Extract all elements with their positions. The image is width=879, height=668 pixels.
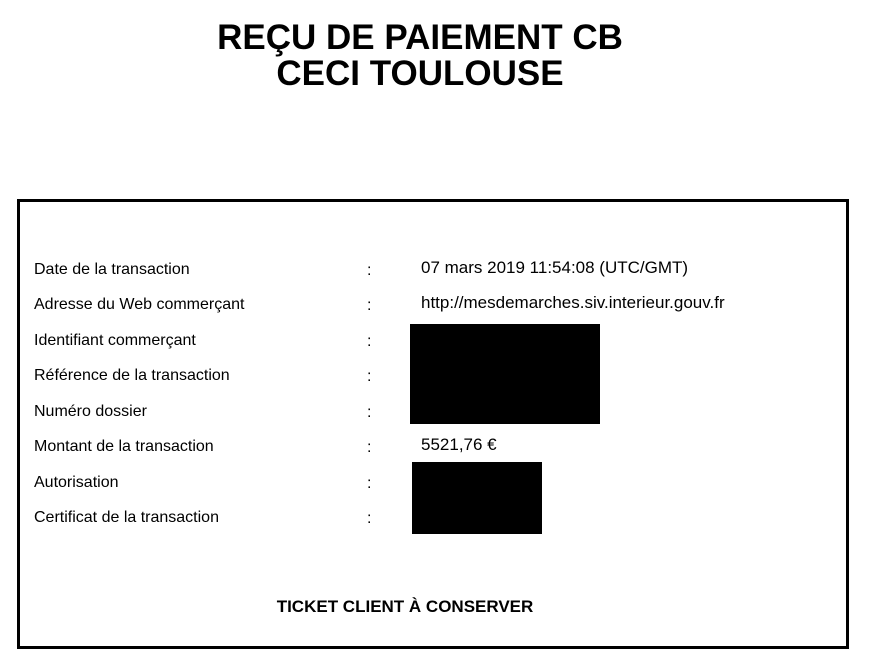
label-authorization: Autorisation	[34, 474, 119, 491]
receipt-title	[0, 20, 840, 92]
label-merchant-web-address: Adresse du Web commerçant	[34, 296, 245, 313]
colon-separator: :	[367, 510, 372, 527]
label-merchant-id: Identifiant commerçant	[34, 332, 196, 349]
value-transaction-date: 07 mars 2019 11:54:08 (UTC/GMT)	[421, 258, 689, 277]
label-transaction-reference: Référence de la transaction	[34, 367, 230, 384]
label-transaction-amount: Montant de la transaction	[34, 438, 214, 455]
redaction-block-authorization	[412, 462, 542, 534]
colon-separator: :	[367, 475, 372, 492]
title-line-1: REÇU DE PAIEMENT CB	[217, 18, 623, 57]
colon-separator: :	[367, 439, 372, 456]
colon-separator: :	[367, 368, 372, 385]
colon-separator: :	[367, 262, 372, 279]
title-line-2: CECI TOULOUSE	[276, 54, 564, 93]
value-transaction-amount: 5521,76 €	[421, 435, 497, 454]
label-transaction-certificate: Certificat de la transaction	[34, 509, 219, 526]
value-merchant-web-address: http://mesdemarches.siv.interieur.gouv.fr	[421, 293, 725, 312]
redaction-block-identifiers	[410, 324, 600, 424]
colon-separator: :	[367, 404, 372, 421]
label-transaction-date: Date de la transaction	[34, 261, 190, 278]
colon-separator: :	[367, 333, 372, 350]
footer-note: TICKET CLIENT À CONSERVER	[276, 597, 534, 616]
label-file-number: Numéro dossier	[34, 403, 147, 420]
colon-separator: :	[367, 297, 372, 314]
